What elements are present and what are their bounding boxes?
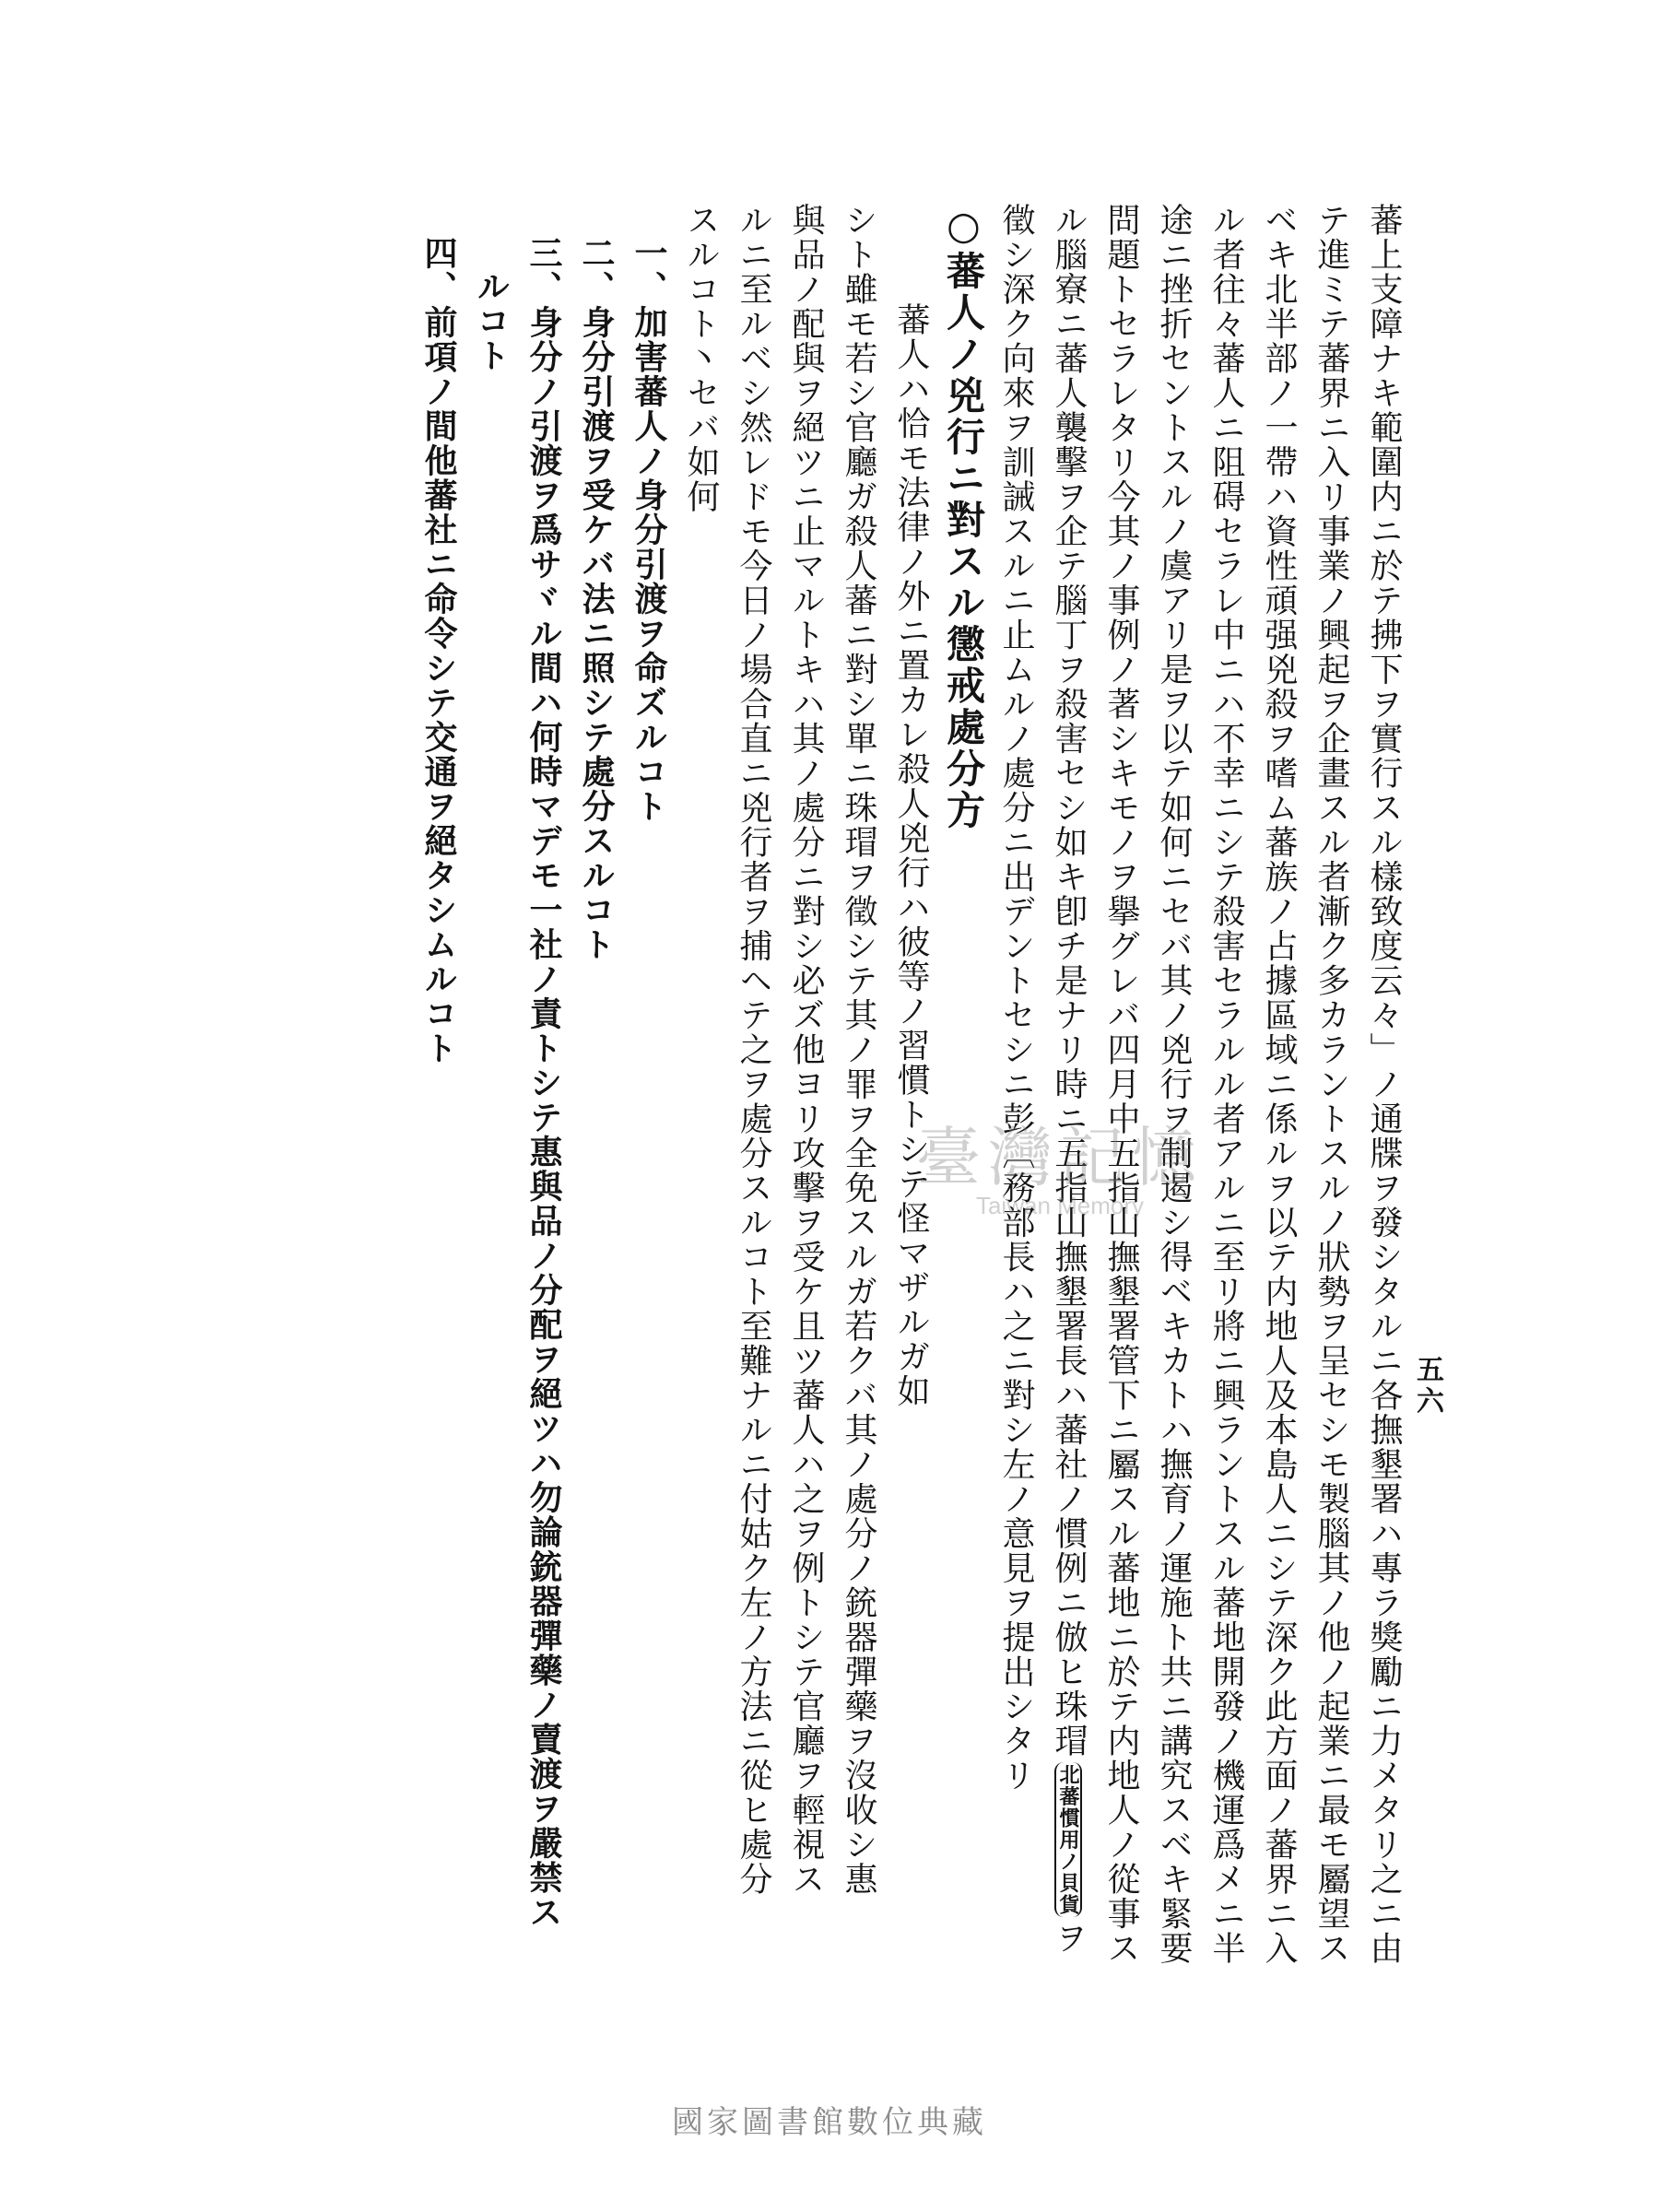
column-text: ルニ至ルベシ然レドモ今日ノ場合直ニ兇行者ヲ捕ヘテ之ヲ處分スルコト至難ナルニ付姑ク左ノ方法ニ從ヒ處分 (735, 203, 772, 1897)
watermark-logo (866, 1106, 1253, 1217)
column-text: 蕃人ハ恰モ法律ノ外ニ置カレ殺人兇行ハ彼等ノ習慣トシテ怪マザルガ如 (892, 302, 930, 1408)
column-text: 與品ノ配與ヲ絕ツニ止マルトキハ其ノ處分ニ對シ必ズ他ヨリ攻擊ヲ受ケ且ツ蕃人ハ之ヲ例トシテ官廳ヲ輕視ス (787, 203, 825, 1897)
column-text: テ進ミテ蕃界ニ入リ事業ノ興起ヲ企畫スル者漸ク多カラントスルノ狀勢ヲ呈セシモ製腦其ノ他ノ起業ニ最モ屬望ス (1312, 203, 1350, 1966)
column-text: 三、身分ノ引渡ヲ爲サヾル間ハ何時マデモ一社ノ責トシテ惠與品ノ分配ヲ絕ツハ勿論銃器彈藥ノ賣渡ヲ嚴禁ス (524, 236, 563, 1930)
column-text: 蕃上支障ナキ範圍内ニ於テ拂下ヲ實行スル樣致度云々」ノ通牒ヲ發シタルニ各撫墾署ハ專ラ獎勵ニ力メタリ之ニ由 (1365, 203, 1403, 1966)
list-item (570, 203, 622, 2009)
column-text: シト雖モ若シ官廳ガ殺人蕃ニ對シ單ニ珠瑁ヲ徵シテ其ノ罪ヲ全免スルガ若クバ其ノ處分ノ銃器彈藥ヲ沒收シ惠 (840, 203, 877, 1897)
column-text: 二、身分引渡ヲ受ケバ法ニ照シテ處分スルコト (577, 236, 616, 962)
column-text: スルコト丶セバ如何 (682, 203, 720, 514)
list-item (622, 203, 675, 2009)
column-text: 徵シ深ク向來ヲ訓誡スルニ止ムルノ處分ニ出デントセシニ彭〔務部長ハ之ニ對シ左ノ意見ヲ提出シタリ (997, 203, 1035, 1793)
text-column (1305, 203, 1358, 2009)
text-column (727, 203, 780, 2009)
list-item (465, 203, 517, 2009)
text-column (1253, 203, 1305, 2009)
watermark-latin-text: Taiwan Memory (975, 1192, 1145, 1219)
text-column (1358, 203, 1410, 2009)
text-column (780, 203, 832, 2009)
inline-annotation: 北蕃慣用ノ貝貨 (1056, 1763, 1080, 1915)
column-text-tail: ヲ (1050, 1921, 1088, 1956)
column-text: 問題トセラレタリ今其ノ事例ノ著シキモノヲ擧グレバ四月中五指山撫墾署管下ニ屬スル蕃地ニ於テ内地人ノ從事ス (1102, 203, 1140, 1966)
column-text: ベキ北半部ノ一帶ハ資性頑强兇殺ヲ嗜ム蕃族ノ占據區域ニ係ルヲ以テ内地人及本島人ニシテ深ク此方面ノ蕃界ニ入 (1260, 203, 1298, 1966)
column-text: ○蕃人ノ兇行ニ對スル懲戒處分方 (941, 203, 986, 831)
text-column (675, 203, 727, 2009)
page-number: 五六 (1411, 1355, 1443, 1418)
list-item (412, 203, 465, 2009)
column-text: 四、前項ノ間他蕃社ニ命令シテ交通ヲ絕タシムルコト (419, 236, 458, 1065)
column-text: 一、加害蕃人ノ身分引渡ヲ命ズルコト (629, 236, 668, 824)
footer-credit: 國家圖書館數位典藏 (672, 2104, 987, 2141)
column-text: ルコト (472, 269, 511, 373)
column-text: 途ニ挫折セントスルノ虞アリ是ヲ以テ如何ニセバ其ノ兇行ヲ制遏シ得ベキカトハ撫育ノ運施ト共ニ講究スベキ緊要 (1155, 203, 1193, 1966)
column-text: ル腦寮ニ蕃人襲擊ヲ企テ腦丁ヲ殺害セシ如キ卽チ是ナリ時ニ五指山撫墾署長ハ蕃社ノ慣例ニ倣ヒ珠瑁 (1050, 203, 1088, 1759)
watermark-text: 臺灣記憶 (916, 1120, 1204, 1195)
list-item (517, 203, 570, 2009)
column-text: ル者往々蕃人ニ阻碍セラレ中ニハ不幸ニシテ殺害セラルル者アルニ至リ將ニ興ラントスル蕃地開發ノ機運爲メニ半 (1207, 203, 1245, 1966)
